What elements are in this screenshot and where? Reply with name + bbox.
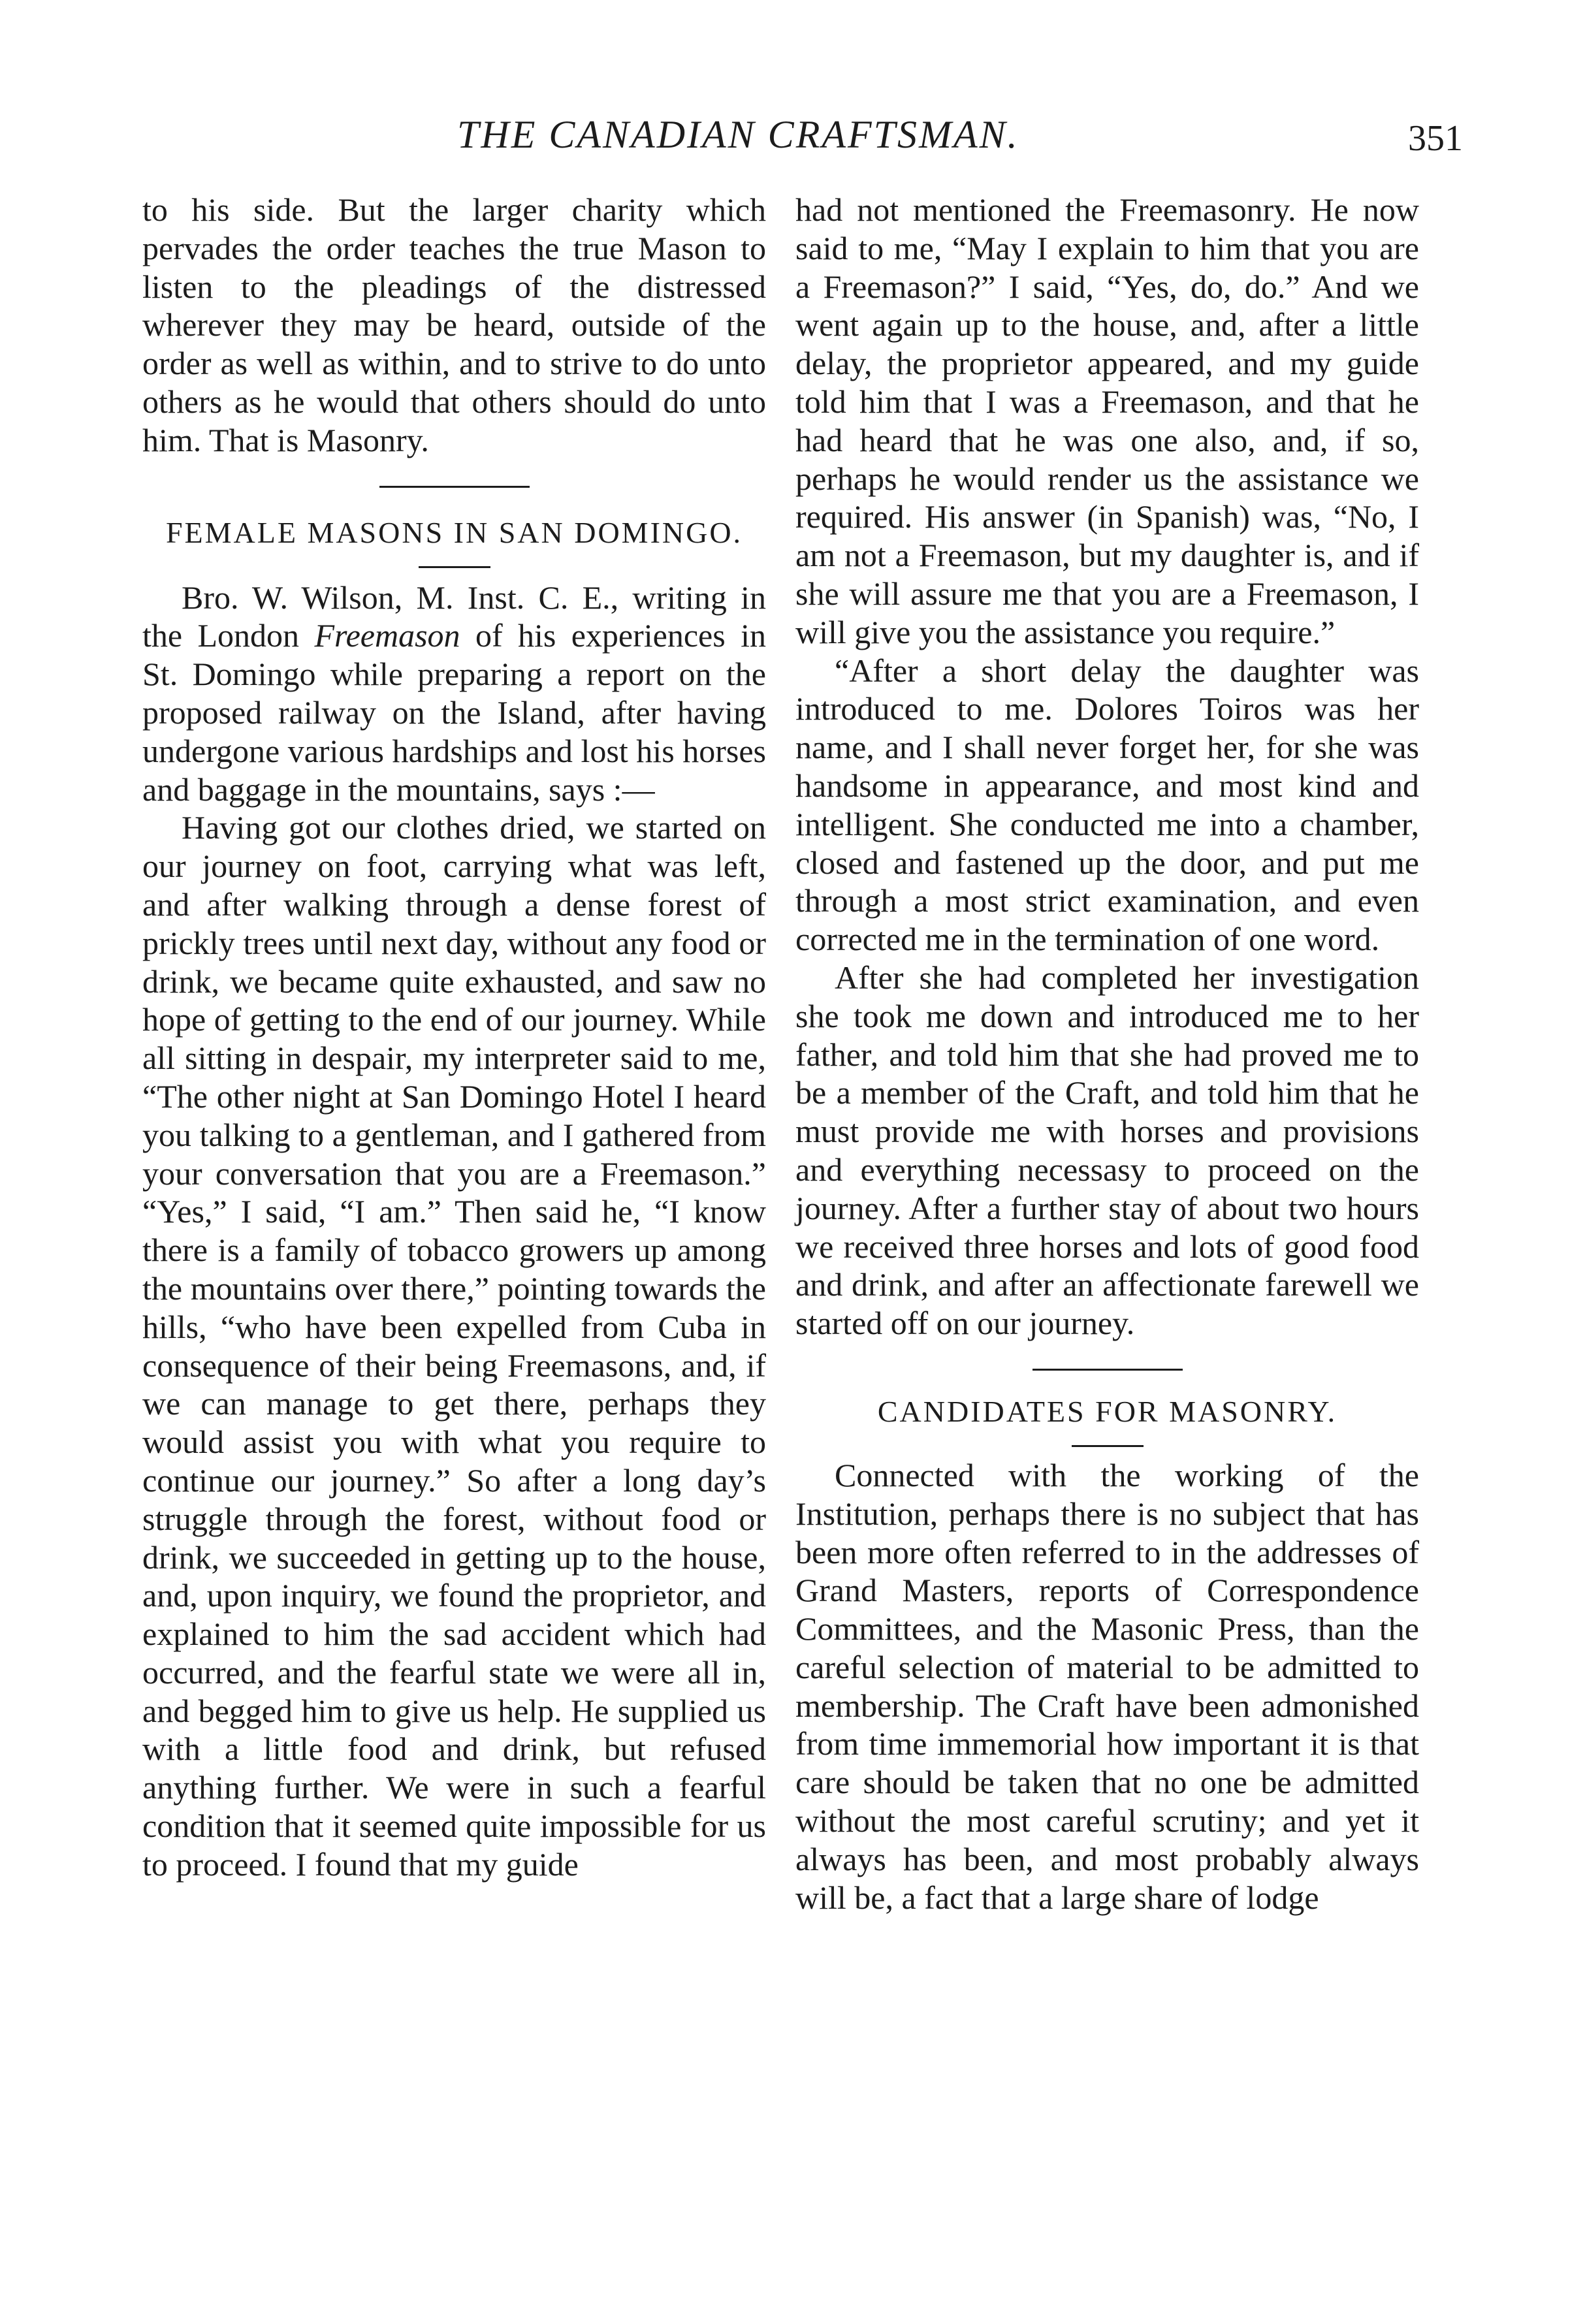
daughter-paragraph: “After a short delay the daughter was introduced to me. Dolores Toiros was her name, and I shall never forget her, for she was handsome in appearance, and most kind and intelligent. She conducted me into a chamber, closed and fastened up the door, and put me through a most strict examination, and even corrected me in the termination of one word. (795, 652, 1419, 958)
article-intro-paragraph (142, 579, 766, 809)
right-column (795, 191, 1419, 1917)
article-title-female-masons: FEMALE MASONS IN SAN DOMINGO. (165, 515, 743, 549)
intro-text-start: Bro. W. Wilson, M. Inst. C. E., writing in the London (142, 579, 766, 654)
page-header (131, 112, 1463, 165)
candidates-paragraph: Connected with the working of the Institution, perhaps there is no subject that has been more often referred to in the addresses of Grand Masters, reports of Correspondence Committees, and the Masonic Press, than the careful selection of material to be admitted to membership. The Craft have been admonished from time immemorial how important it is that care should be taken that no one be admitted without the most careful scrutiny; and yet it always has been, and most probably always will be, a fact that a large share of lodge (795, 1456, 1419, 1916)
running-title: THE CANADIAN CRAFTSMAN. (457, 113, 1019, 156)
section-divider (379, 486, 530, 488)
narrative-paragraph: Having got our clothes dried, we started on our journey on foot, carrying what was left, and after walking through a dense forest of prickly trees until next day, without any food or drink, we became quite exhausted, and saw no hope of getting to the end of our journey. While all sitting in despair, my interpreter said to me, “The other night at San Domingo Hotel I heard you talking to a gentleman, and I gathered from your conversation that you are a Freemason.” “Yes,” I said, “I am.” Then said he, “I know there is a family of tobacco growers up among the mountains over there,” pointing towards the hills, “who have been expelled from Cuba in consequence of their being Freemasons, and, if we can manage to get there, perhaps they would assist you with what you require to continue our journey.” So after a long day’s struggle through the forest, without food or drink, we succeeded in getting up to the house, and, upon inquiry, we found the proprietor, and explained to him the sad accident which had occurred, and the fearful state we were all in, and begged him to give us help. He supplied us with a little food and drink, but refused anything further. We were in such a fearful condition that it seemed quite impossible for us to proceed. I found that my guide (142, 809, 766, 1883)
title-underline (1072, 1445, 1144, 1447)
page-number: 351 (1408, 118, 1463, 159)
article-title-candidates: CANDIDATES FOR MASONRY. (877, 1394, 1337, 1428)
investigation-paragraph: After she had completed her investigation she took me down and introduced me to her father, and told him that she had proved me to be a member of the Craft, and told him that he must provide me with horses and provisions and everything necessasy to proceed on the journey. After a further stay of about two hours we received three horses and lots of good food and drink, and after an affectionate farewell we started off on our journey. (795, 959, 1419, 1342)
title-underline (419, 566, 490, 568)
continued-paragraph: to his side. But the larger charity which pervades the order teaches the true Mason to listen to the pleadings of the distressed wherever they may be heard, outside of the order as well as within, and to strive to do unto others as he would that others should do unto him. That is Masonry. (142, 191, 766, 458)
section-divider (1033, 1369, 1183, 1371)
publication-name: Freemason (314, 617, 460, 654)
left-column (142, 191, 766, 1884)
continued-narrative-paragraph: had not mentioned the Freemasonry. He now said to me, “May I explain to him that you are a Freemason?” I said, “Yes, do, do.” And we went again up to the house, and, after a little delay, the proprietor appeared, and my guide told him that I was a Freemason, and that he had heard that he was one also, and, if so, perhaps he would render us the assistance we required. His answer (in Spanish) was, “No, I am not a Freemason, but my daughter is, and if she will assure me that you are a Freemason, I will give you the assistance you require.” (795, 191, 1419, 650)
intro-text-end: of his experiences in St. Domingo while preparing a report on the proposed railway on the Island, after having undergone various hardships and lost his horses and baggage in the mountains, says :— (142, 617, 766, 808)
